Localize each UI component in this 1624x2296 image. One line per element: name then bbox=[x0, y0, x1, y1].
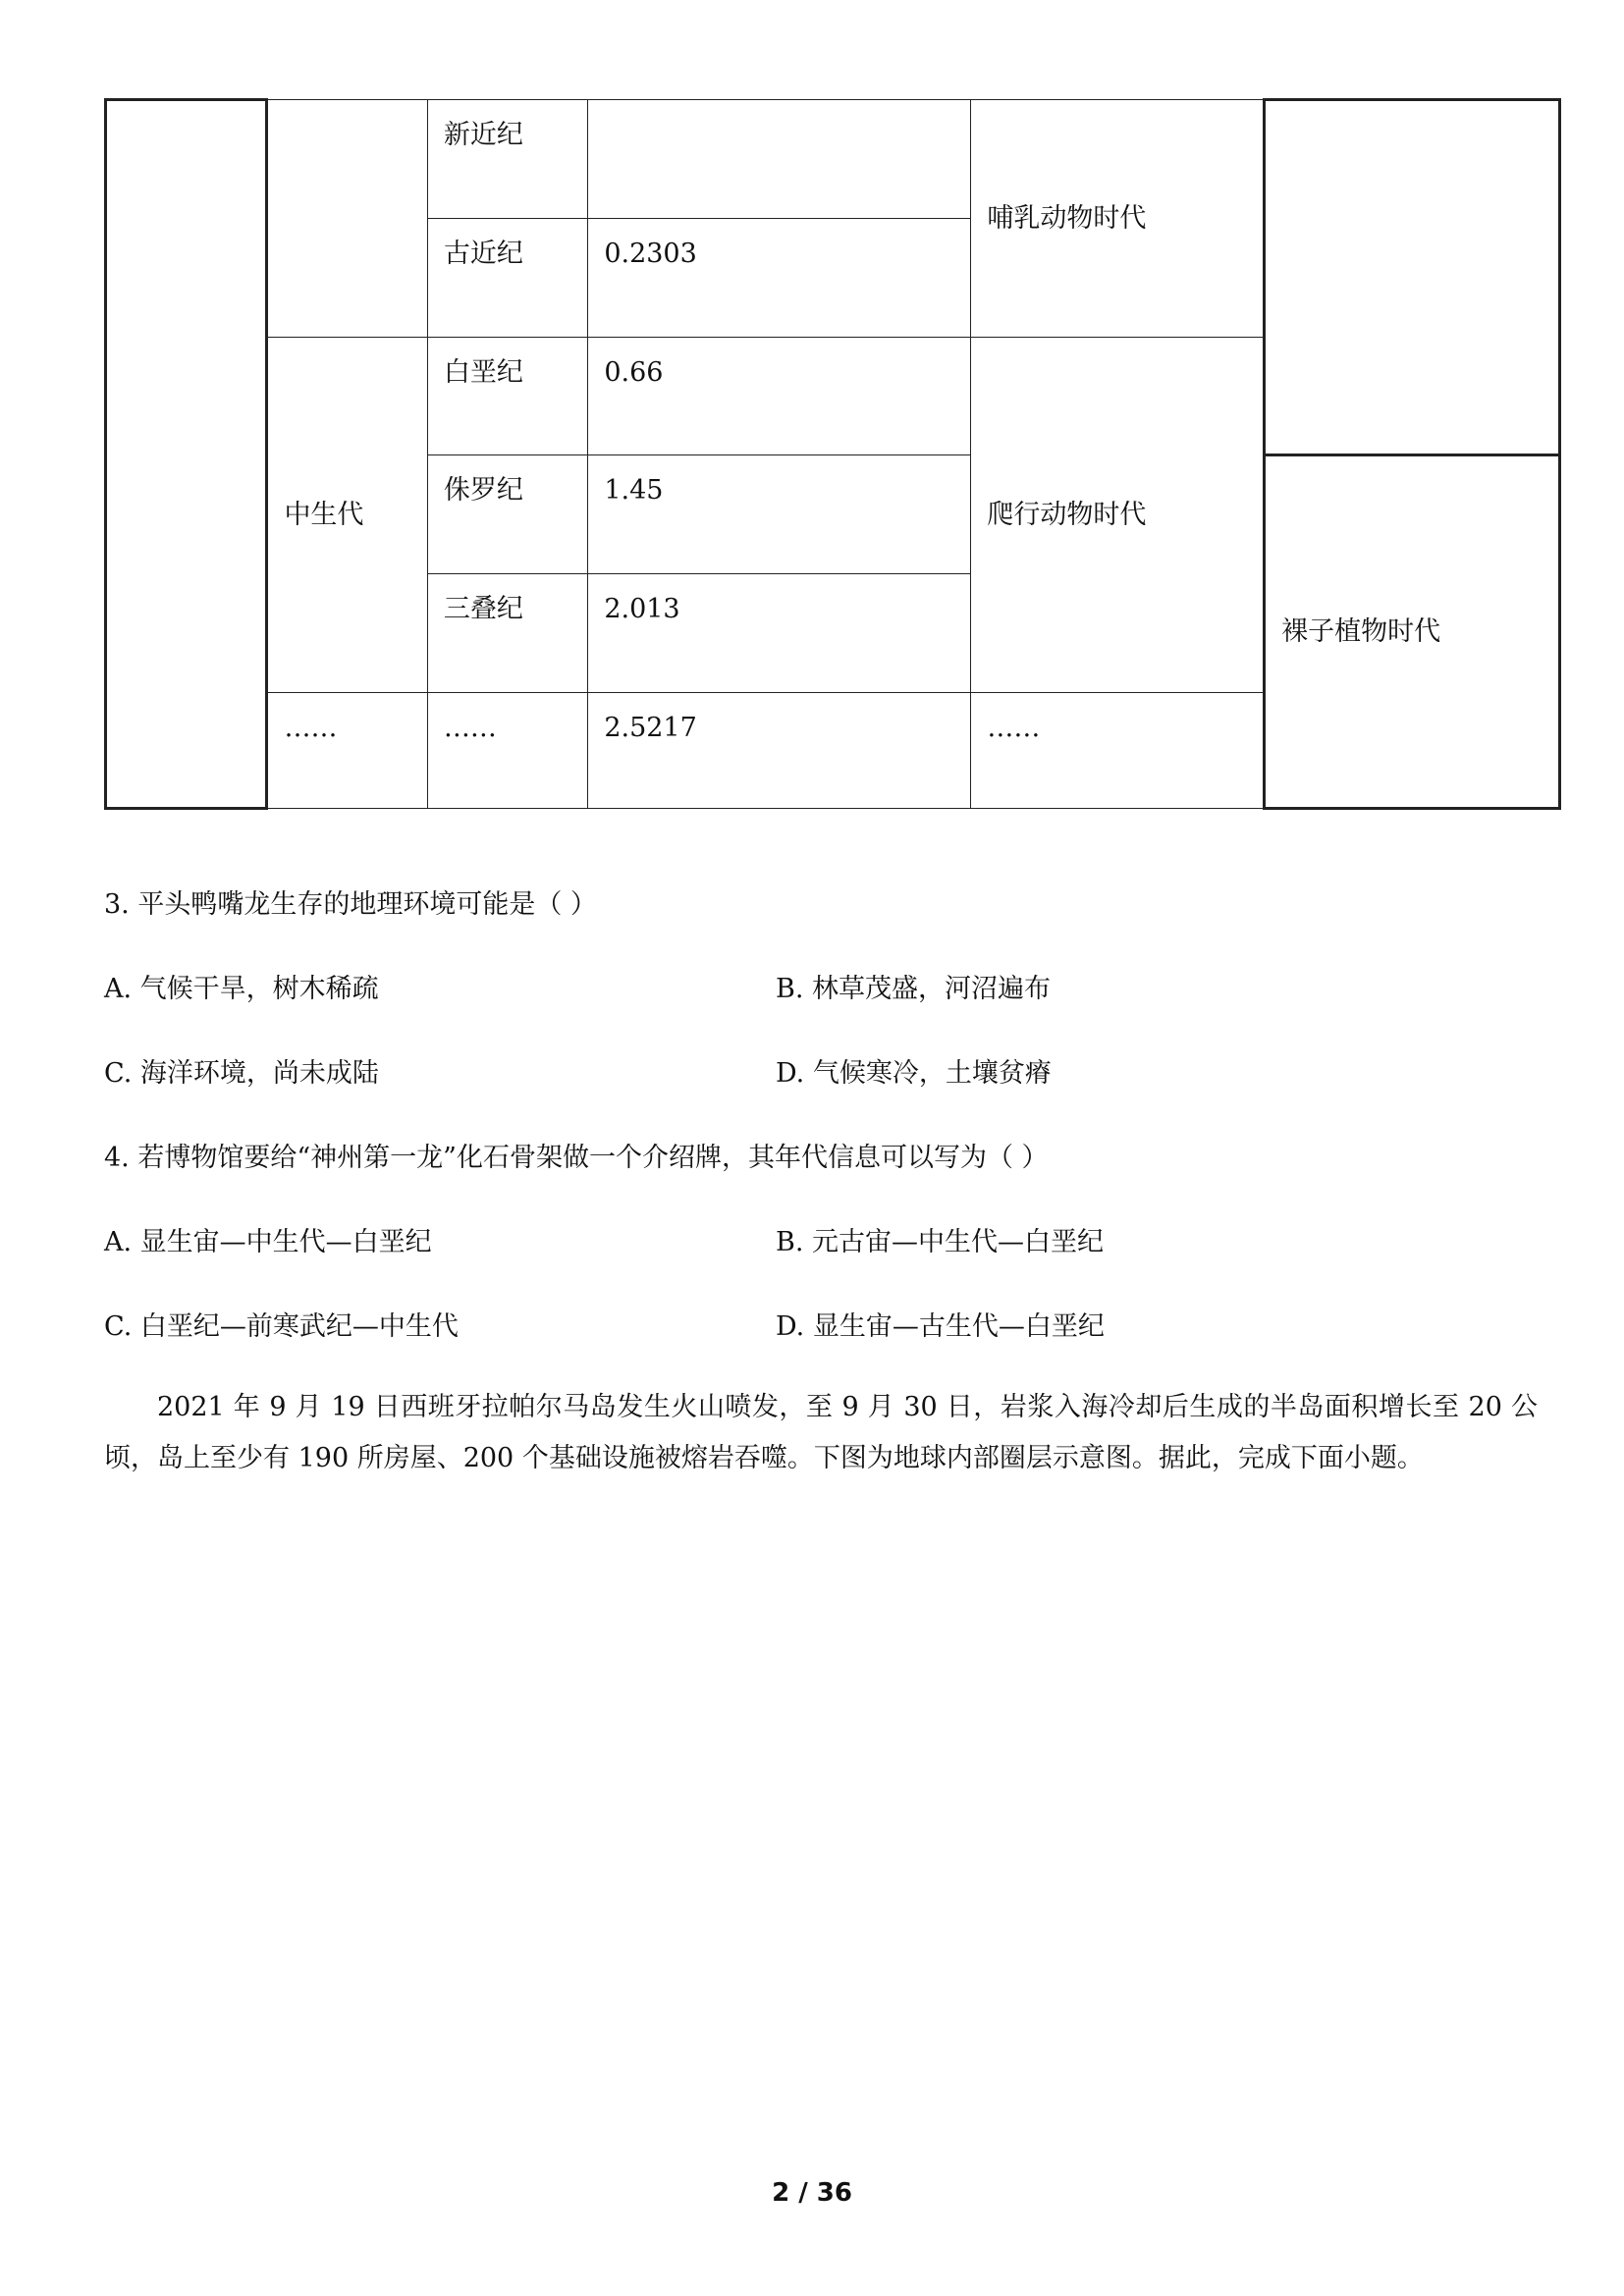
table-cell-era: 中生代 bbox=[267, 338, 427, 693]
question-3-option-a: A. 气候干旱，树木稀疏 bbox=[104, 974, 379, 1004]
table-cell-eon bbox=[106, 100, 267, 809]
question-3-option-c: C. 海洋环境，尚未成陆 bbox=[104, 1058, 379, 1089]
table-cell-plant-age: 裸子植物时代 bbox=[1265, 455, 1560, 809]
table-cell-era: …… bbox=[267, 693, 427, 809]
table-cell-era-cenozoic bbox=[267, 100, 427, 338]
table-cell-period: 白垩纪 bbox=[427, 338, 587, 455]
table-cell-age: 0.66 bbox=[588, 338, 971, 455]
table-cell-period: 新近纪 bbox=[427, 100, 587, 219]
table-cell-animal-age: 哺乳动物时代 bbox=[971, 100, 1265, 338]
table-cell-animal-age: 爬行动物时代 bbox=[971, 338, 1265, 693]
question-4-stem: 4. 若博物馆要给“神州第一龙”化石骨架做一个介绍牌，其年代信息可以写为（ ） bbox=[104, 1143, 1049, 1173]
table-cell-plant-age bbox=[1265, 100, 1560, 455]
question-3-option-d: D. 气候寒冷，土壤贫瘠 bbox=[776, 1058, 1052, 1089]
table-cell-period: 侏罗纪 bbox=[427, 455, 587, 574]
table-cell-age: 2.5217 bbox=[588, 693, 971, 809]
geologic-time-table bbox=[104, 98, 1561, 810]
table-cell-period: 古近纪 bbox=[427, 219, 587, 338]
table-cell-age: 0.2303 bbox=[588, 219, 971, 338]
question-4-option-b: B. 元古宙—中生代—白垩纪 bbox=[776, 1227, 1105, 1257]
table-cell-animal-age: …… bbox=[971, 693, 1265, 809]
question-4-option-c: C. 白垩纪—前寒武纪—中生代 bbox=[104, 1311, 459, 1342]
table-cell-period: 三叠纪 bbox=[427, 574, 587, 693]
table-cell-period: …… bbox=[427, 693, 587, 809]
question-4-option-d: D. 显生宙—古生代—白垩纪 bbox=[776, 1311, 1105, 1342]
question-4-option-a: A. 显生宙—中生代—白垩纪 bbox=[104, 1227, 432, 1257]
question-3-stem: 3. 平头鸭嘴龙生存的地理环境可能是（ ） bbox=[104, 889, 597, 920]
question-3-option-b: B. 林草茂盛，河沼遍布 bbox=[776, 974, 1052, 1004]
table-cell-age: 2.013 bbox=[588, 574, 971, 693]
table-cell-age: 1.45 bbox=[588, 455, 971, 574]
table-cell-age bbox=[588, 100, 971, 219]
page-number: 2 / 36 bbox=[772, 2178, 852, 2208]
passage-paragraph: 2021 年 9 月 19 日西班牙拉帕尔马岛发生火山喷发，至 9 月 30 日，岩浆入海冷却后生成的半岛面积增长至 20 公顷，岛上至少有 190 所房屋、200 个基础设施被熔岩吞噬。下图为地球内部圈层示意图。据此，完成下面小题。 bbox=[104, 1392, 1538, 1473]
